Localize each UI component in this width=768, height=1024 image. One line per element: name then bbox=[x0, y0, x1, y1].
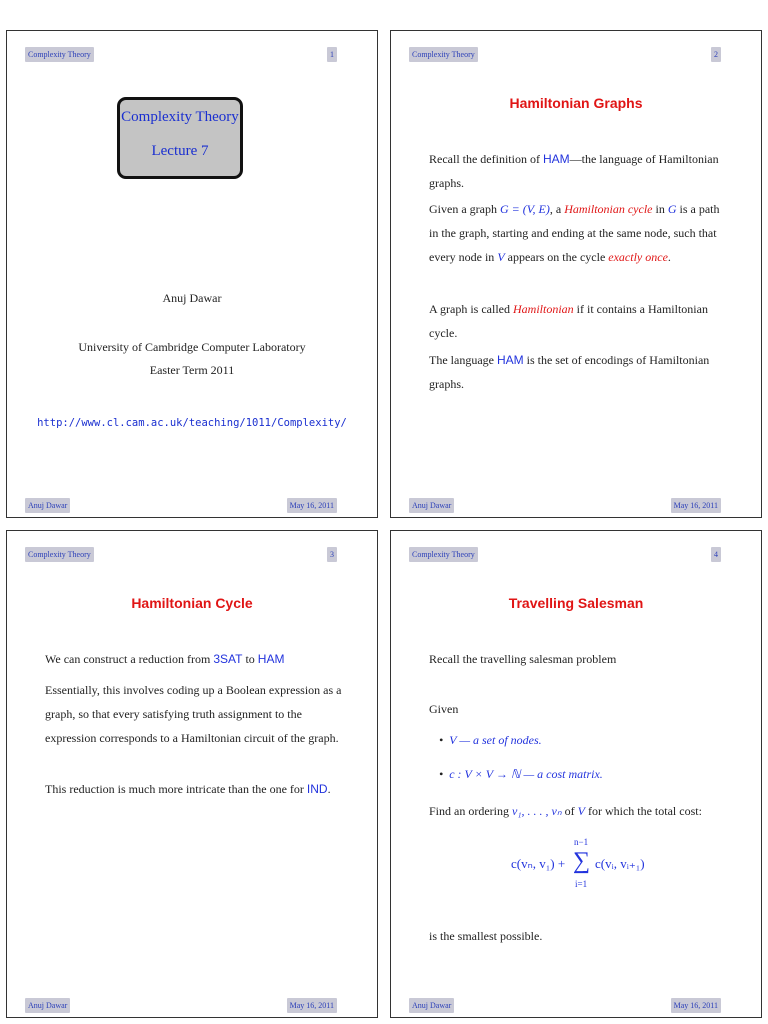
footer-date-tag: May 16, 2011 bbox=[287, 998, 337, 1013]
slide-title: Hamiltonian Cycle bbox=[131, 595, 253, 611]
slide-4 bbox=[390, 530, 762, 1018]
footer-author-tag: Anuj Dawar bbox=[409, 498, 454, 513]
box-title: Complexity Theory bbox=[121, 109, 239, 125]
footer-date-tag: May 16, 2011 bbox=[671, 498, 721, 513]
paragraph-3: A graph is called Hamiltonian if it contains a Hamiltonian cycle. bbox=[429, 302, 708, 340]
footer-author-tag: Anuj Dawar bbox=[409, 998, 454, 1013]
course-url-link[interactable]: http://www.cl.cam.ac.uk/teaching/1011/Complexity/ bbox=[37, 417, 347, 429]
term: Easter Term 2011 bbox=[149, 363, 235, 377]
footer-author-tag: Anuj Dawar bbox=[25, 998, 70, 1013]
formula-upper: n−1 bbox=[574, 837, 589, 847]
slide-number: 2 bbox=[711, 47, 721, 62]
total-cost-formula bbox=[511, 831, 661, 901]
slide-number: 1 bbox=[327, 47, 337, 62]
slide-title: Hamiltonian Graphs bbox=[509, 95, 643, 111]
paragraph-1: Recall the travelling salesman problem bbox=[429, 652, 617, 666]
footer-date-tag: May 16, 2011 bbox=[287, 498, 337, 513]
slide-number: 4 bbox=[711, 547, 721, 562]
slide-1 bbox=[6, 30, 378, 518]
paragraph-1: Recall the definition of HAM—the language of Hamiltonian graphs. bbox=[429, 152, 719, 190]
header-course-tag: Complexity Theory bbox=[25, 47, 94, 62]
paragraph-1: We can construct a reduction from 3SAT to HAM bbox=[45, 652, 285, 666]
footer-date-tag: May 16, 2011 bbox=[671, 998, 721, 1013]
slide-number: 3 bbox=[327, 547, 337, 562]
paragraph-3: This reduction is much more intricate than the one for IND. bbox=[45, 782, 331, 796]
paragraph-2: Given a graph G = (V, E), a Hamiltonian cycle in G is a path in the graph, starting and ending at the same node, such that every node in V appears on the cycle exactly once. bbox=[429, 202, 720, 264]
header-course-tag: Complexity Theory bbox=[409, 547, 478, 562]
header-course-tag: Complexity Theory bbox=[409, 47, 478, 62]
paragraph-2: Given bbox=[429, 702, 459, 716]
slide-title: Travelling Salesman bbox=[508, 595, 644, 611]
paragraph-4: is the smallest possible. bbox=[429, 929, 543, 943]
slide-2 bbox=[390, 30, 762, 518]
author: Anuj Dawar bbox=[162, 291, 222, 305]
title-box bbox=[117, 97, 243, 179]
formula-sum: ∑ bbox=[573, 848, 591, 874]
formula-right: c(vᵢ, vᵢ₊₁) bbox=[595, 856, 645, 871]
paragraph-2: Essentially, this involves coding up a Boolean expression as a graph, so that every satisfying truth assignment to the expression corresponds to a Hamiltonian circuit of the graph. bbox=[45, 683, 342, 745]
formula-left: c(vₙ, v₁) + bbox=[511, 856, 566, 871]
paragraph-4: The language HAM is the set of encodings of Hamiltonian graphs. bbox=[429, 353, 710, 391]
bullet-nodes: • V — a set of nodes. bbox=[439, 733, 542, 748]
box-subtitle: Lecture 7 bbox=[151, 143, 209, 159]
bullet-cost-matrix: • c : V × V → ℕ — a cost matrix. bbox=[439, 767, 603, 782]
footer-author-tag: Anuj Dawar bbox=[25, 498, 70, 513]
ham-term: HAM bbox=[542, 152, 570, 166]
paragraph-3: Find an ordering v₁, . . . , vₙ of V for which the total cost: bbox=[429, 804, 702, 818]
affiliation: University of Cambridge Computer Laboratory bbox=[78, 340, 306, 354]
formula-lower: i=1 bbox=[575, 879, 588, 889]
slide-3 bbox=[6, 530, 378, 1018]
header-course-tag: Complexity Theory bbox=[25, 547, 94, 562]
